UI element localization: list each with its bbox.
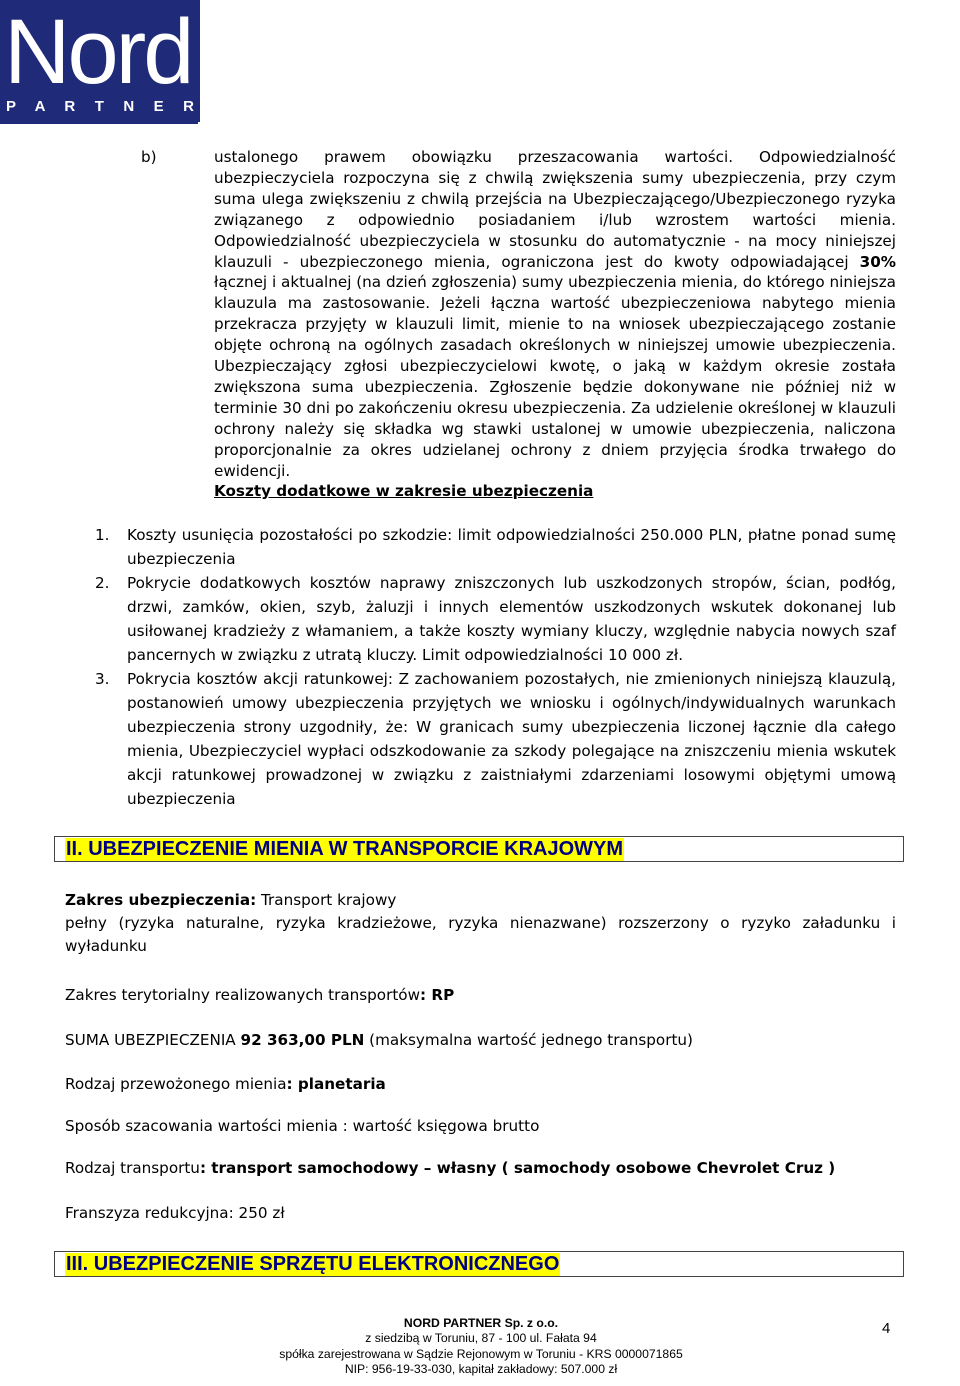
logo-subtitle-text: P A R T N E R xyxy=(6,98,194,115)
footer-tax: NIP: 956-19-33-030, kapitał zakładowy: 507.000 zł xyxy=(344,1361,618,1376)
paragraph-b-percent: 30% xyxy=(859,252,896,271)
rodzaj-transportu-value: : transport samochodowy – własny ( samochody osobowe Chevrolet Cruz ) xyxy=(199,1159,836,1177)
costs-item-2-number: 2. xyxy=(95,574,110,592)
terytorialny-value: : RP xyxy=(420,986,455,1004)
rodzaj-mienia-label: Rodzaj przewożonego mienia xyxy=(65,1075,287,1093)
section-iii-title: III. UBEZPIECZENIE SPRZĘTU ELEKTRONICZNEGO xyxy=(66,1253,560,1275)
terytorialny-line xyxy=(65,984,454,1006)
terytorialny-label: Zakres terytorialny realizowanych transportów xyxy=(65,986,421,1004)
rodzaj-mienia-line xyxy=(65,1073,386,1095)
footer-registration: spółka zarejestrowana w Sądzie Rejonowym w Toruniu - KRS 0000071865 xyxy=(279,1346,683,1361)
rodzaj-transportu-label: Rodzaj transportu xyxy=(65,1159,200,1177)
footer xyxy=(246,1316,716,1377)
costs-item-1-text: Koszty usunięcia pozostałości po szkodzie: limit odpowiedzialności 250.000 PLN, płatne ponad sumę ubezpieczenia xyxy=(127,526,896,568)
costs-item-1-number: 1. xyxy=(95,526,110,544)
paragraph-b-text-2: łącznej i aktualnej (na dzień zgłoszenia) sumy ubezpieczenia mienia, do którego niniejsza klauzula ma zastosowanie. Jeżeli łączna wartość ubezpieczeniowa nabytego mienia przekracza przyjęty w klauzuli limit, mienie to na wniosek ubezpieczającego zostanie objęte ochroną na ogólnych zasadach określonych w niniejszej umowie ubezpieczenia. Ubezpieczający zgłosi ubezpieczycielowi kwotę, o jaką w każdym okresie została zwiększona suma ubezpieczenia. Zgłoszenie będzie dokonywane nie później niż w terminie 30 dni po zakończeniu okresu ubezpieczenia. Za udzielenie określonej w klauzuli ochrony należy się składka wg stawki ustalonej w umowie ubezpieczenia, naliczona proporcjonalnie za okres udzielanej ochrony z dniem przyjęcia środka trwałego do ewidencji. xyxy=(214,273,896,480)
costs-item-3-number: 3. xyxy=(95,670,110,688)
footer-address: z siedzibą w Toruniu, 87 - 100 ul. Fałata 94 xyxy=(365,1331,597,1346)
paragraph-b-text-1: ustalonego prawem obowiązku przeszacowania wartości. Odpowiedzialność ubezpieczyciela rozpoczyna się z chwilą zwiększenia sumy ubezpieczenia, przy czym suma ulega zwiększeniu z chwilą przejścia na Ubezpieczającego/Ubezpieczonego ryzyka związanego z odpowiednio posiadaniem i/lub wzrostem wartości mienia. Odpowiedzialność ubezpieczyciela w stosunku do automatycznie - na mocy niniejszej klauzuli - ubezpieczonego mienia, ograniczona jest do kwoty odpowiadającej xyxy=(214,148,896,271)
section-iii-box xyxy=(54,1251,904,1277)
costs-heading: Koszty dodatkowe w zakresie ubezpieczenia xyxy=(214,482,594,500)
suma-note: (maksymalna wartość jednego transportu) xyxy=(364,1031,693,1049)
logo-underline xyxy=(0,122,198,124)
szacowanie-line: Sposób szacowania wartości mienia : wartość księgowa brutto xyxy=(65,1117,540,1135)
suma-label: SUMA UBEZPIECZENIA xyxy=(65,1031,241,1049)
logo-brand-text: Nord xyxy=(4,1,192,103)
page-number: 4 xyxy=(882,1320,891,1337)
item-marker-b: b) xyxy=(141,148,157,166)
paragraph-b xyxy=(214,147,896,482)
section-ii-box xyxy=(54,836,904,862)
rodzaj-mienia-value: : planetaria xyxy=(286,1075,386,1093)
zakres-description: pełny (ryzyka naturalne, ryzyka kradzieżowe, ryzyka nienazwane) rozszerzony o ryzyko załadunku i wyładunku xyxy=(65,914,896,955)
zakres-value: Transport krajowy xyxy=(256,891,397,909)
costs-item-2-text: Pokrycie dodatkowych kosztów naprawy zniszczonych lub uszkodzonych stropów, ścian, podłóg, drzwi, zamków, okien, szyb, żaluzji i innych elementów uszkodzonych wskutek dokonanej lub usiłowanej kradzieży z włamaniem, a także koszty wymiany kluczy, względnie nabycia nowych szaf pancernych w związku z utratą kluczy. Limit odpowiedzialności 10 000 zł. xyxy=(127,574,896,664)
zakres-line xyxy=(65,889,396,911)
costs-item-3-text: Pokrycia kosztów akcji ratunkowej: Z zachowaniem pozostałych, nie zmienionych niniejszą klauzulą, postanowień umowy ubezpieczenia przyjętych we wniosku i ogólnych/indywidualnych warunkach ubezpieczenia strony uzgodniły, że: W granicach sumy ubezpieczenia liczonej łącznie dla całego mienia, Ubezpieczyciel wypłaci odszkodowanie za szkody polegające na zniszczeniu mienia wskutek akcji ratunkowej prowadzonej w związku z zaistniałymi zdarzeniami losowymi objętymi umową ubezpieczenia xyxy=(127,670,896,808)
zakres-label: Zakres ubezpieczenia: xyxy=(65,891,257,909)
franszyza-line: Franszyza redukcyjna: 250 zł xyxy=(65,1204,285,1222)
suma-line xyxy=(65,1029,693,1051)
suma-value: 92 363,00 PLN xyxy=(240,1031,365,1049)
nord-partner-logo xyxy=(0,0,200,122)
footer-company: NORD PARTNER Sp. z o.o. xyxy=(403,1316,559,1330)
section-ii-title: II. UBEZPIECZENIE MIENIA W TRANSPORCIE KRAJOWYM xyxy=(66,838,624,860)
rodzaj-transportu-line xyxy=(65,1157,835,1179)
